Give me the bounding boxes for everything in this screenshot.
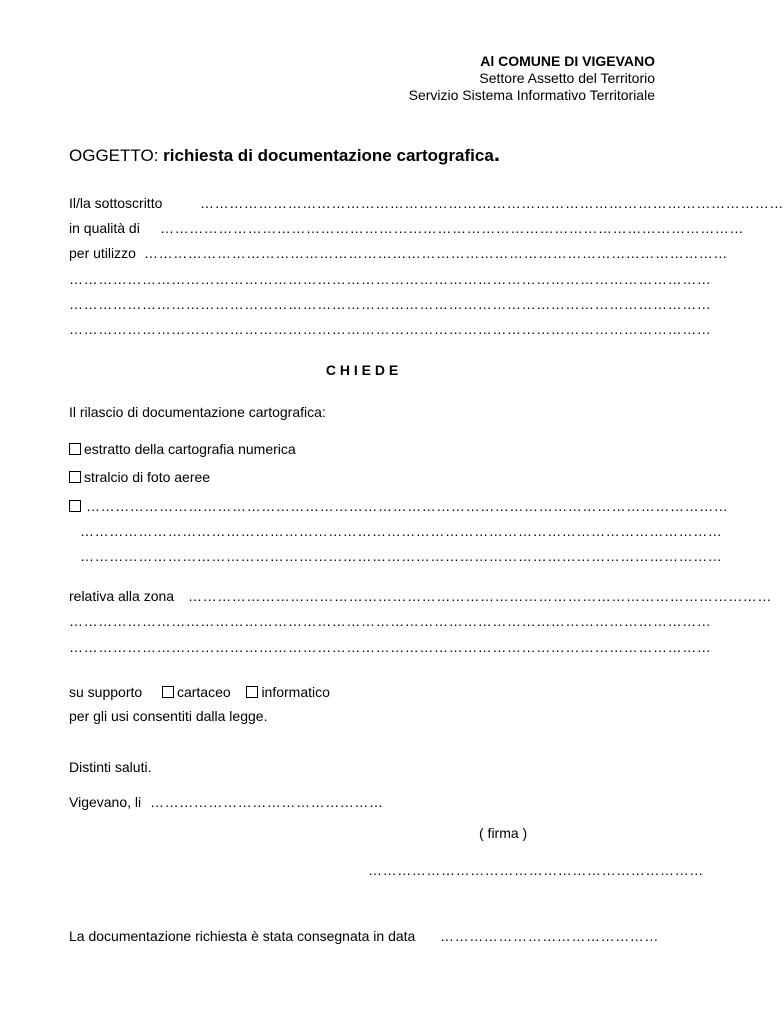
zone-label: relativa alla zona [69, 588, 175, 604]
checkbox-paper[interactable] [162, 686, 174, 698]
delivery-date-field[interactable]: ……………………………………… [440, 928, 659, 944]
undersigned-label: Il/la sottoscritto [69, 195, 163, 211]
use-field-line-3[interactable]: …………………………………………………………………………………………………………………… [69, 296, 712, 312]
greeting: Distinti saluti. [69, 759, 152, 775]
option-aerial-photos-label: stralcio di foto aeree [84, 469, 211, 485]
zone-field-line-3[interactable]: …………………………………………………………………………………………………………………… [69, 639, 712, 655]
delivery-note: La documentazione richiesta è stata consegnata in data [69, 928, 416, 944]
use-label: per utilizzo [69, 245, 136, 261]
capacity-field[interactable]: ………………………………………………………………………………………………………… [160, 220, 744, 236]
use-field[interactable]: ………………………………………………………………………………………………………… [144, 245, 728, 261]
place-date-label: Vigevano, li [69, 794, 142, 810]
option-other-field-line-3[interactable]: …………………………………………………………………………………………………………………… [80, 548, 723, 564]
support-line [69, 684, 330, 700]
subject-prefix: OGGETTO: [69, 146, 159, 165]
subject-period: . [493, 141, 500, 166]
zone-field-line-2[interactable]: …………………………………………………………………………………………………………………… [69, 613, 712, 629]
legal-use-line: per gli usi consentiti dalla legge. [69, 708, 268, 724]
use-field-line-2[interactable]: …………………………………………………………………………………………………………………… [69, 271, 712, 287]
request-heading: C H I E D E [325, 362, 399, 378]
support-digital-label: informatico [261, 684, 330, 700]
subject-line [69, 141, 500, 167]
subject-title: richiesta di documentazione cartografica [163, 146, 494, 165]
zone-field[interactable]: ………………………………………………………………………………………………………… [188, 588, 772, 604]
use-field-line-4[interactable]: …………………………………………………………………………………………………………………… [69, 321, 712, 337]
checkbox-other[interactable] [69, 500, 81, 512]
option-aerial-photos[interactable] [69, 469, 210, 485]
checkbox-digital[interactable] [246, 686, 258, 698]
checkbox-aerial-photos[interactable] [69, 471, 81, 483]
support-paper-label: cartaceo [176, 684, 231, 700]
capacity-label: in qualità di [69, 220, 140, 236]
checkbox-numeric-map[interactable] [69, 443, 81, 455]
option-numeric-map-label: estratto della cartografia numerica [84, 441, 296, 457]
signature-label: ( firma ) [479, 825, 528, 841]
undersigned-field[interactable]: ………………………………………………………………………………………………………… [200, 195, 784, 211]
sector-line: Settore Assetto del Territorio [479, 70, 655, 86]
option-numeric-map[interactable] [69, 441, 296, 457]
request-intro: Il rilascio di documentazione cartografica: [69, 404, 326, 420]
signature-field[interactable]: …………………………………………………………… [368, 862, 704, 878]
option-other-field[interactable]: …………………………………………………………………………………………………………………… [86, 498, 729, 514]
option-other[interactable] [69, 498, 84, 514]
service-line: Servizio Sistema Informativo Territoriale [408, 87, 655, 103]
recipient-heading: Al COMUNE DI VIGEVANO [480, 53, 655, 69]
option-other-field-line-2[interactable]: …………………………………………………………………………………………………………………… [80, 523, 723, 539]
date-field[interactable]: ………………………………………… [150, 794, 384, 810]
support-label: su supporto [69, 684, 143, 700]
